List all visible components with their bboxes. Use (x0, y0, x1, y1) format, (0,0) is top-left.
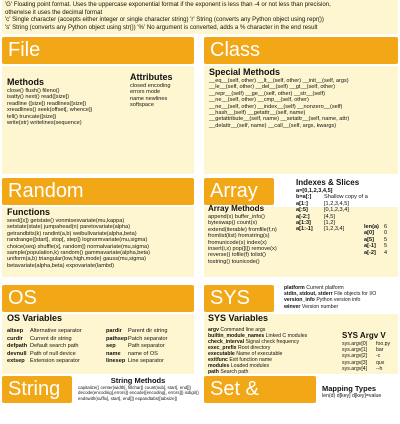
sys-var-name: builtin_module_names (208, 333, 265, 339)
file-method-line: write(str) writelines(sequence) (7, 120, 82, 127)
os-var-name: devnull (7, 350, 27, 357)
sys-top-info (284, 285, 398, 310)
format-note-line: otherwise it uses the decimal format (5, 8, 103, 16)
class-methods (209, 67, 397, 129)
class-method-line: __hash__(self) __getattr__(self, name) (209, 110, 306, 117)
sys-vars (208, 327, 338, 375)
class-title: Class (210, 39, 261, 61)
random-function-line: randrange([start], stop[, step]) lognormvariate(mu,sigma) (7, 237, 148, 244)
len-result: 5 (384, 243, 388, 250)
sys-var-desc: Search path (220, 369, 249, 375)
file-methods (7, 77, 125, 126)
random-panel (2, 207, 194, 277)
sys-argv (342, 331, 398, 372)
slice-expr: b=a[:] (296, 194, 312, 201)
sys-info-name: stdin, stdout, stderr (284, 291, 333, 298)
os-panel (2, 314, 194, 374)
sys-info-name: platform (284, 285, 305, 291)
os-var-row (106, 351, 192, 359)
sys-var-desc: Loaded modules (230, 363, 270, 369)
format-notes (2, 0, 398, 34)
sys-var-desc: Command line args (220, 327, 266, 333)
sys-argv-title: SYS Argv V (342, 331, 386, 340)
mapping-types (322, 384, 400, 399)
array-method-line: fromlist(list) fromstring(s) (208, 233, 270, 240)
format-note-line: 'c' Single character (accepts either integer or single character string) 'r' String (converts any Python object using repr()) (5, 16, 324, 24)
os-vars-title-text: OS Variables (7, 313, 63, 323)
sys-var-name: modules (208, 363, 230, 369)
slice-expr: a=[0,1,2,3,4,5] (296, 188, 333, 194)
sys-argv-index: sys.argv[0] (342, 341, 368, 347)
sys-vars-title-text: SYS Variables (208, 313, 269, 323)
os-var-row (106, 336, 192, 344)
format-note-line: 'G' Floating point format. Uses the uppercase exponential format if the exponent is less than -4 or not less than precision, (5, 1, 331, 8)
class-panel (204, 66, 398, 174)
os-var-name: altsep (7, 328, 24, 334)
array-slices-title: Indexes & Slices (296, 178, 360, 187)
sys-argv-value: qux (376, 359, 385, 366)
os-var-name: linesep (106, 358, 126, 365)
file-methods-title: Methods (7, 77, 44, 87)
os-var-desc: name of OS (128, 350, 158, 357)
len-expr: a[5] (364, 236, 374, 243)
sys-var-row (208, 369, 338, 375)
os-var-desc: Line separator (128, 358, 164, 365)
os-vars-title (7, 313, 62, 324)
os-var-desc: Path separator (128, 343, 165, 350)
string-method-line: endswith(suffix[, start[, end]]) expandtabs([tabsize]) (78, 395, 178, 401)
file-attribute-line: name newlines (130, 95, 168, 102)
os-var-name: pardir (106, 328, 122, 334)
sys-info-desc: File objects for I/O (334, 291, 377, 298)
string-method-line: capitalize() center(width[, fillchar]) count(sub[, start[, end]]) (78, 385, 191, 390)
len-result: 5 (384, 236, 388, 243)
sys-var-name: executable (208, 351, 235, 357)
random-function-line: betavariate(alpha,beta) expovariate(lambd) (7, 262, 114, 269)
sys-argv-index: sys.argv[3] (342, 359, 368, 366)
sys-argv-index: sys.argv[2] (342, 353, 368, 360)
len-expr: a[0] (364, 230, 374, 237)
slice-result: [1,2,3,4] (324, 226, 345, 233)
os-vars-right (106, 328, 192, 366)
slice-expr: a[1:] (296, 200, 308, 207)
sys-info-desc: Current platform (306, 285, 344, 291)
slice-expr: a[-2:] (296, 213, 310, 220)
sys-argv-value: foo.py (376, 341, 391, 347)
sys-var-name: exec_prefix (208, 345, 237, 351)
os-var-desc: Parent dir string (128, 328, 168, 334)
os-var-name: extsep (7, 358, 25, 365)
file-method-line: xreadlines() seek(offset[, whence]) (7, 107, 93, 114)
mapping-types-line: len(d) d[key] d[key]=value (322, 393, 382, 399)
sys-argv-value: bar (376, 347, 384, 354)
os-var-row (106, 343, 192, 351)
len-result: 6 (384, 224, 388, 230)
class-method-line: __repr__(self) __ge__(self, other) __str__(self) (209, 90, 325, 97)
random-function-line: seed([x]) getstate() vonmisesvariate(mu,kappa) (7, 218, 125, 224)
string-methods-title: String Methods (110, 376, 166, 385)
array-method-line: extend(iterable) fromfile(f,n) (208, 226, 277, 233)
string-method-line: decode(encoding[,errors]) encode([encoding[, errors]]) isdigit() (78, 390, 199, 396)
random-title: Random (8, 180, 84, 202)
class-method-line: __le__(self, other) __del__(self) __gt__(self, other) (209, 84, 335, 91)
sys-argv-index: sys.argv[1] (342, 347, 368, 354)
random-function-line: uniform(a,b) triangular(low,high,mode) gauss(mu,sigma) (7, 256, 146, 263)
slice-result: [0,1,2,3,4] (324, 207, 349, 214)
len-expr: a[-2] (364, 249, 376, 256)
sys-info-name: winver (284, 303, 301, 310)
len-expr: a[-1] (364, 243, 376, 250)
mapping-types-title: Mapping Types (322, 384, 377, 393)
random-function-line: getrandbits(k) randint(a,b) weibullvariate(alpha,beta) (7, 230, 137, 237)
os-var-row (7, 343, 97, 351)
sys-argv-value: --h (376, 365, 383, 372)
array-method-line: byteswap() count(x) (208, 220, 258, 227)
os-var-name: curdir (7, 335, 23, 342)
len-result: 0 (384, 230, 388, 237)
file-attributes (130, 72, 194, 109)
array-method-line: fromunicode(s) index(x) (208, 239, 267, 246)
sys-var-desc: Linked C modules (265, 333, 308, 339)
os-var-name: pathsep (106, 335, 128, 342)
sys-info-desc: Version number (301, 303, 339, 310)
sys-info-row (284, 304, 398, 310)
array-method-line: reverse() tofile(f) tolist() (208, 252, 266, 259)
random-function-line: sample(population,k) random() gammavariate(alpha,beta) (7, 250, 151, 257)
sys-header (204, 285, 274, 312)
random-functions (7, 207, 193, 269)
os-header (2, 285, 194, 312)
array-method-line: append(x) buffer_info() (208, 214, 265, 220)
os-var-name: defpath (7, 343, 28, 350)
file-method-line: tell() truncate([size]) (7, 113, 57, 120)
slice-result: [1,2,3,4,5] (324, 200, 349, 207)
os-var-row (7, 358, 97, 366)
sys-argv-index: sys.argv[4] (342, 365, 368, 372)
format-note-line: 's' String (converts any Python object using str()) '%' No argument is converted, adds a % character in the end result (5, 23, 318, 31)
file-attribute-line: errors mode (130, 89, 161, 96)
slice-expr: a[1:3] (296, 220, 311, 227)
file-attribute-line: closed encoding (130, 83, 171, 89)
os-var-name: sep (106, 343, 116, 350)
file-attributes-title: Attributes (130, 72, 173, 82)
class-method-line: __ne__(self, other) __index__(self) __nonzero__(self) (209, 103, 343, 110)
file-panel (2, 66, 194, 174)
array-lengths (364, 224, 398, 256)
os-var-row (7, 328, 97, 336)
slice-expr: a[1:-1] (296, 226, 313, 233)
sys-argv-row (342, 366, 398, 372)
os-var-row (7, 351, 97, 359)
len-row (364, 250, 398, 256)
array-method-line: tostring() tounicode() (208, 258, 260, 265)
sys-var-desc: Exit function name (229, 357, 273, 363)
os-var-desc: Alternative separator (30, 328, 82, 334)
os-var-desc: Extension separator (30, 358, 80, 365)
file-attribute-line: softspace (130, 102, 154, 109)
array-method-line: insert(i,x) pop([i]) remove(x) (208, 246, 277, 253)
os-var-desc: Patch separator (128, 335, 168, 342)
sys-argv-value: -c (376, 353, 381, 360)
class-special-title: Special Methods (209, 67, 281, 77)
file-method-line: isatty() next() read([size]) (7, 94, 70, 101)
class-method-line: __delattr__(self, name) __call__(self, args, kwargs) (209, 122, 337, 129)
os-var-desc: Current dir string (30, 335, 72, 342)
os-var-desc: Path of null device (30, 350, 76, 357)
os-var-row (106, 328, 192, 336)
sys-var-desc: Root directory (238, 345, 271, 351)
sys-vars-title (208, 313, 268, 324)
slice-result: [4,5] (324, 213, 335, 220)
os-var-row (106, 358, 192, 366)
sys-var-desc: Name of executable (236, 351, 283, 357)
sys-var-name: check_interval (208, 339, 245, 345)
class-method-line: __eq__(self, other) __lt__(self, other) __init__(self, args) (209, 78, 349, 84)
random-function-line: choice(seq) shuffle(x[, random]) normalvariate(mu,sigma) (7, 243, 149, 250)
array-header (204, 178, 274, 205)
slice-expr: a[:5] (296, 207, 308, 214)
set-mapping-header (204, 376, 316, 423)
file-header (2, 37, 194, 64)
len-result: 4 (384, 249, 388, 256)
string-title: String (8, 378, 61, 400)
sys-var-desc: Signal check frequency (245, 339, 300, 345)
class-method-line: __getattribute__(self, name) __setattr__(self, name, attr) (209, 116, 350, 123)
sys-panel (204, 314, 398, 374)
sys-var-name: path (208, 369, 219, 375)
file-method-line: readline ([size]) readlines([size]) (7, 100, 87, 107)
sys-var-name: argv (208, 327, 219, 333)
os-var-name: name (106, 350, 121, 357)
array-title: Array (210, 180, 258, 202)
len-expr: len(a) (364, 224, 379, 230)
sys-info-name: version_info (284, 297, 315, 304)
os-title: OS (8, 287, 37, 309)
slice-result: [1,2] (324, 220, 335, 227)
random-function-line: setstate(state) jumpahead(n) paretovariate(alpha) (7, 224, 131, 231)
set-mapping-title: Set & Mapping (210, 378, 287, 423)
random-header (2, 178, 194, 205)
string-methods (78, 376, 198, 401)
os-vars-left (7, 328, 97, 366)
os-var-row (7, 336, 97, 344)
array-methods-title: Array Methods (208, 204, 265, 213)
sys-var-name: exitfunc (208, 357, 228, 363)
random-functions-title: Functions (7, 207, 50, 217)
class-header (204, 37, 398, 64)
sys-info-desc: Python version info (316, 297, 361, 304)
file-method-line: close() flush() fileno() (7, 88, 60, 94)
file-title: File (8, 39, 41, 61)
string-header (2, 376, 72, 403)
sys-title: SYS (210, 287, 251, 309)
array-methods (208, 204, 292, 265)
slice-result: Shallow copy of a (324, 194, 368, 201)
class-method-line: __ne__(self, other) __cmp__(self, other) (209, 97, 309, 104)
os-var-desc: Default search path (30, 343, 79, 350)
